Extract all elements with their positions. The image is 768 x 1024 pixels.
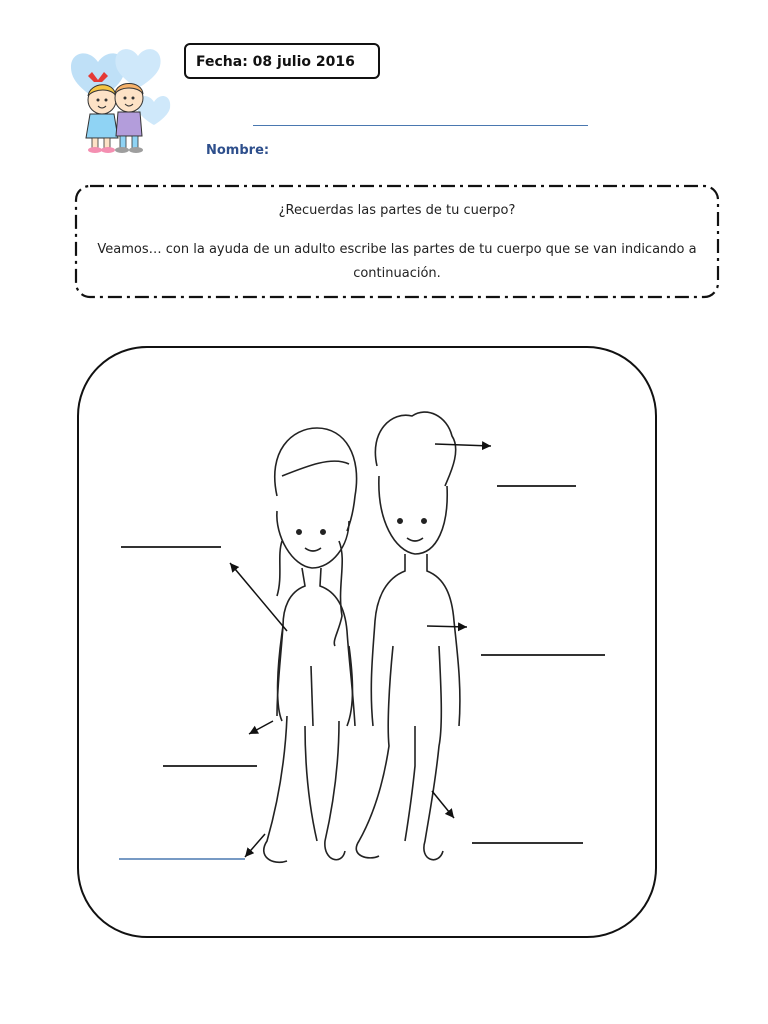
instructions-text: Veamos… con la ayuda de un adulto escribe las partes de tu cuerpo que se van indicando a continuación. — [97, 242, 697, 281]
boy-figure-icon — [356, 412, 460, 860]
arrow-icon — [245, 834, 265, 857]
fecha-label: Fecha: 08 julio 2016 — [196, 54, 355, 70]
girl-figure-icon — [264, 428, 357, 862]
instructions-question: ¿Recuerdas las partes de tu cuerpo? — [278, 203, 516, 218]
children-logo-icon — [58, 42, 178, 160]
name-input-line[interactable] — [253, 125, 588, 126]
nombre-label: Nombre: — [206, 143, 270, 158]
body-parts-illustration — [77, 346, 657, 938]
arrow-icon — [249, 721, 273, 734]
arrow-icon — [432, 791, 454, 818]
answer-lines — [119, 486, 605, 859]
arrows — [230, 444, 491, 857]
arrow-icon — [435, 444, 491, 446]
arrow-icon — [230, 563, 287, 631]
arrow-icon — [427, 626, 467, 627]
fecha-box — [184, 43, 380, 79]
